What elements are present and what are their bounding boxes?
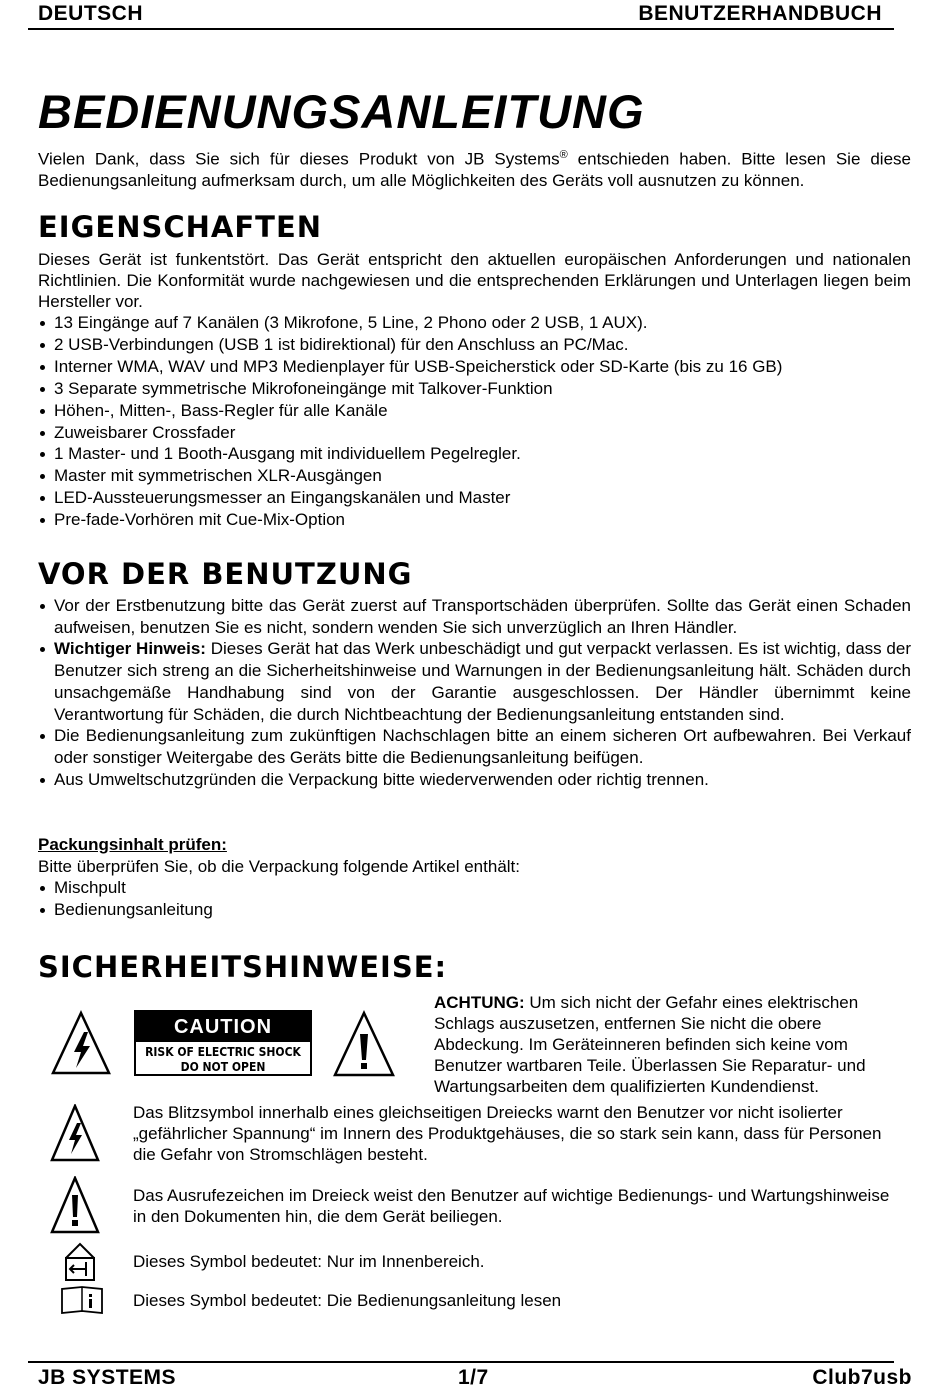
lightning-warning-icon <box>50 1010 112 1076</box>
list-item: Interner WMA, WAV und MP3 Medienplayer für USB-Speicherstick oder SD-Karte (bis zu 16 GB) <box>38 356 911 378</box>
footer-model: Club7usb <box>812 1366 912 1389</box>
indoor-description: Dieses Symbol bedeutet: Nur im Innenbereich. <box>133 1252 485 1271</box>
features-heading: EIGENSCHAFTEN <box>38 210 323 244</box>
list-item: Die Bedienungsanleitung zum zukünftigen Nachschlagen bitte an einem sicheren Ort aufbewahren. Bei Verkauf oder sonstiger Weitergabe des Geräts bitte die Bedienungsanleitung beifügen. <box>38 725 911 768</box>
lightning-warning-icon <box>50 1104 100 1162</box>
intro-paragraph <box>38 145 911 191</box>
features-list <box>38 312 911 531</box>
exclamation-warning-icon <box>332 1010 396 1078</box>
caution-label <box>134 1010 312 1076</box>
list-item: Höhen-, Mitten-, Bass-Regler für alle Kanäle <box>38 400 911 422</box>
caution-title: CAUTION <box>136 1012 310 1042</box>
manual-description: Dieses Symbol bedeutet: Die Bedienungsanleitung lesen <box>133 1291 562 1310</box>
features-paragraph: Dieses Gerät ist funkentstört. Das Gerät entspricht den aktuellen europäischen Anforderungen und nationalen Richtlinien. Die Konformität wurde nachgewiesen und die entsprechenden Erklärungen und Unterlagen liegen beim Hersteller vor. <box>38 250 911 311</box>
footer-brand: JB SYSTEMS <box>38 1366 177 1389</box>
intro-text-start: Vielen Dank, dass Sie sich für dieses Produkt von JB Systems <box>38 149 560 169</box>
exclamation-warning-icon <box>50 1176 100 1234</box>
package-list <box>38 877 911 921</box>
caution-line-2: DO NOT OPEN <box>180 1060 266 1074</box>
important-note-label: Wichtiger Hinweis: <box>54 639 206 659</box>
before-use-list <box>38 595 911 790</box>
list-item: 2 USB-Verbindungen (USB 1 ist bidirektional) für den Anschluss an PC/Mac. <box>38 334 911 356</box>
list-item: 13 Eingänge auf 7 Kanälen (3 Mikrofone, 5 Line, 2 Phono oder 2 USB, 1 AUX). <box>38 312 911 334</box>
safety-heading: SICHERHEITSHINWEISE: <box>38 950 448 984</box>
achtung-body: Um sich nicht der Gefahr eines elektrischen Schlags auszusetzen, entfernen Sie nicht die obere Abdeckung. Im Geräteinneren befinden sich keine vom Benutzer wartbaren Teile. Überlassen Sie Reparatur- und Wartungsarbeiten dem qualifizierten Kundendienst. <box>434 993 866 1096</box>
exclamation-description: Das Ausrufezeichen im Dreieck weist den Benutzer auf wichtige Bedienungs- und Wartungshinweise in den Dokumenten hin, die dem Gerät beiliegen. <box>133 1186 890 1226</box>
footer-rule <box>28 1361 894 1363</box>
list-item: LED-Aussteuerungsmesser an Eingangskanälen und Master <box>38 487 911 509</box>
package-intro: Bitte überprüfen Sie, ob die Verpackung folgende Artikel enthält: <box>38 857 520 876</box>
header-rule <box>28 28 894 30</box>
intro-text-end: entschieden haben. Bitte lesen Sie diese Bedienungsanleitung aufmerksam durch, um alle Möglichkeiten des Geräts voll ausnutzen zu können. <box>38 149 911 190</box>
package-heading: Packungsinhalt prüfen: <box>38 835 227 854</box>
list-item: Master mit symmetrischen XLR-Ausgängen <box>38 465 911 487</box>
list-item: Mischpult <box>38 877 911 899</box>
header-left: DEUTSCH <box>38 2 144 25</box>
list-item: 1 Master- und 1 Booth-Ausgang mit individuellem Pegelregler. <box>38 443 911 465</box>
achtung-label: ACHTUNG: <box>434 993 525 1012</box>
caution-line-1: RISK OF ELECTRIC SHOCK <box>145 1045 301 1059</box>
lightning-description: Das Blitzsymbol innerhalb eines gleichseitigen Dreiecks warnt den Benutzer vor nicht isolierter „gefährlicher Spannung“ im Innern des Produktgehäuses, die so stark sein kann, dass für Personen die Gefahr von Stromschlägen besteht. <box>133 1103 882 1164</box>
before-use-heading: VOR DER BENUTZUNG <box>38 557 413 591</box>
list-item: Zuweisbarer Crossfader <box>38 422 911 444</box>
header-right: BENUTZERHANDBUCH <box>638 2 882 25</box>
achtung-text <box>434 992 904 1097</box>
registered-mark: ® <box>559 149 568 161</box>
list-item: Vor der Erstbenutzung bitte das Gerät zuerst auf Transportschäden überprüfen. Sollte das Gerät einen Schaden aufweisen, benutzen Sie es nicht, sondern wenden Sie sich unverzüglich an Ihren Händler. <box>38 595 911 638</box>
list-item: Aus Umweltschutzgründen die Verpackung bitte wiederverwenden oder richtig trennen. <box>38 769 911 791</box>
page-title: BEDIENUNGSANLEITUNG <box>38 85 645 138</box>
list-item: Pre-fade-Vorhören mit Cue-Mix-Option <box>38 509 911 531</box>
indoor-use-icon <box>60 1240 100 1282</box>
list-item: 3 Separate symmetrische Mikrofoneingänge mit Talkover-Funktion <box>38 378 911 400</box>
page-number: 1/7 <box>458 1366 489 1389</box>
read-manual-icon <box>60 1285 104 1315</box>
important-note-text: Dieses Gerät hat das Werk unbeschädigt und gut verpackt verlassen. Es ist wichtig, dass der Benutzer sich streng an die Sicherheitshinweise und Warnungen in der Bedienungsanleitung hält. Schäden durch unsachgemäße Handhabung sind von der Garantie ausgeschlossen. Der Händler übernimmt keine Verantwortung für Schäden, die durch Nichtbeachtung der Bedienungsanleitung entstanden sind. <box>54 639 911 724</box>
list-item: Bedienungsanleitung <box>38 899 911 921</box>
list-item <box>38 638 911 725</box>
